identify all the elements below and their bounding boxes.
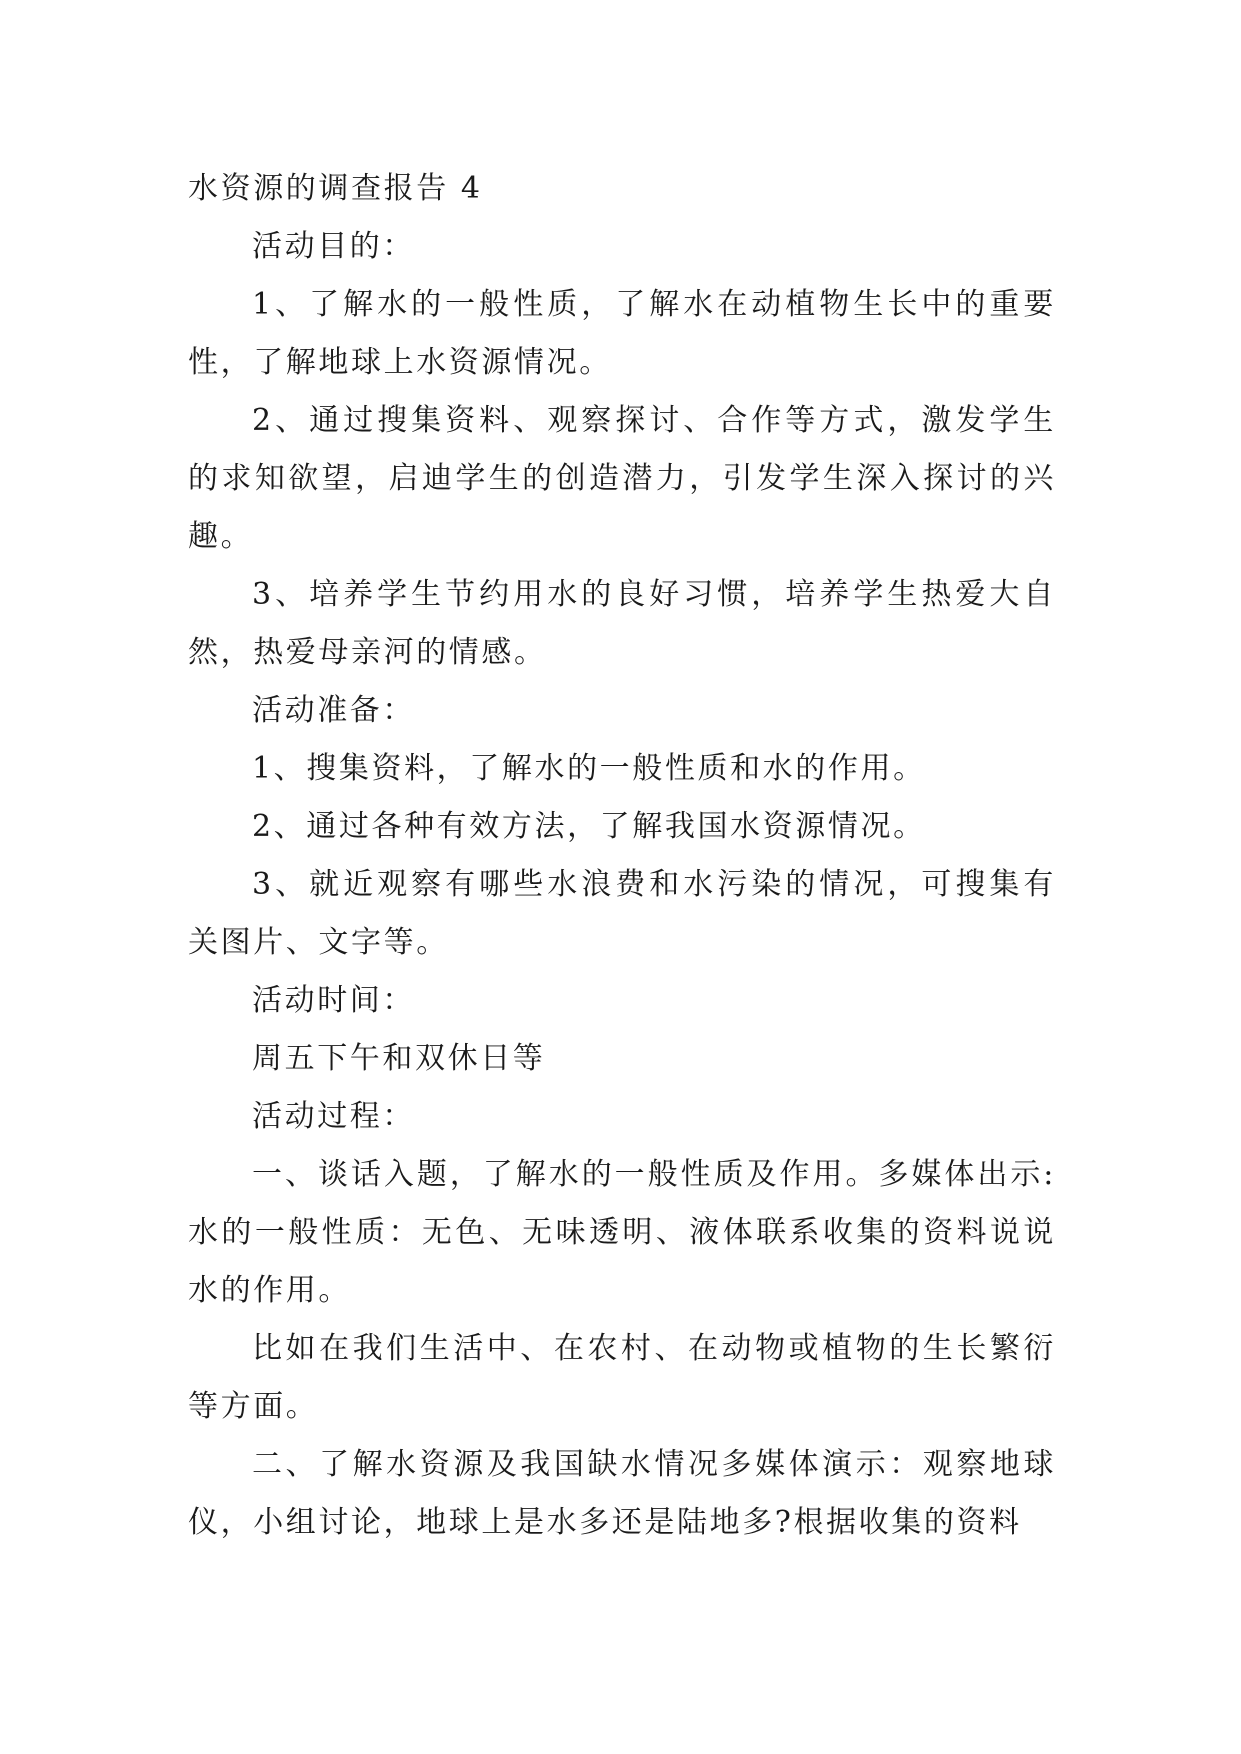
section-heading-preparation: 活动准备： [252,693,415,728]
section-heading-process: 活动过程： [252,1099,415,1134]
paragraph: 周五下午和双休日等 [252,1041,546,1076]
paragraph: 2、通过搜集资料、观察探讨、合作等方式，激发学生的求知欲望，启迪学生的创造潜力，引发学生深入探讨的兴趣。 [188,403,1056,554]
paragraph: 1、了解水的一般性质，了解水在动植物生长中的重要性，了解地球上水资源情况。 [188,287,1056,380]
section-heading-time: 活动时间： [252,983,415,1018]
paragraph: 1、搜集资料，了解水的一般性质和水的作用。 [252,751,926,786]
document-title: 水资源的调查报告 4 [188,171,483,206]
paragraph: 3、就近观察有哪些水浪费和水污染的情况，可搜集有关图片、文字等。 [188,867,1056,960]
section-heading-purpose: 活动目的： [252,229,415,264]
paragraph: 比如在我们生活中、在农村、在动物或植物的生长繁衍等方面。 [188,1331,1056,1424]
paragraph: 3、培养学生节约用水的良好习惯，培养学生热爱大自然，热爱母亲河的情感。 [188,577,1056,670]
paragraph: 2、通过各种有效方法，了解我国水资源情况。 [252,809,926,844]
document-body [188,160,1056,1552]
paragraph: 二、了解水资源及我国缺水情况多媒体演示：观察地球仪，小组讨论，地球上是水多还是陆地多?根据收集的资料 [188,1447,1056,1540]
paragraph: 一、谈话入题，了解水的一般性质及作用。多媒体出示:水的一般性质：无色、无味透明、液体联系收集的资料说说水的作用。 [188,1157,1056,1308]
